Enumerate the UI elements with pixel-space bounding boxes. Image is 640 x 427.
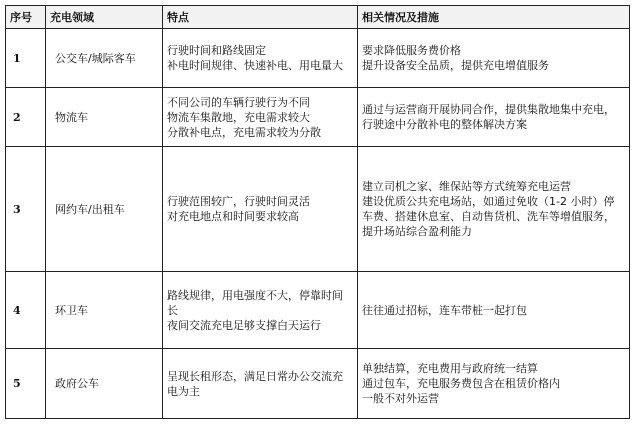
header-no: 序号 bbox=[6, 6, 46, 29]
table-row bbox=[6, 29, 630, 88]
table-row bbox=[6, 88, 630, 147]
table-row bbox=[6, 272, 630, 349]
header-features: 特点 bbox=[163, 6, 358, 29]
row-measures: 单独结算，充电费用与政府统一结算 通过包车，充电服务费包含在租赁价格内 一般不对外运营 bbox=[358, 349, 630, 419]
row-field: 环卫车 bbox=[46, 272, 163, 349]
charging-fields-table bbox=[5, 5, 630, 419]
row-measures: 往往通过招标，连车带桩一起打包 bbox=[358, 272, 630, 349]
header-measures: 相关情况及措施 bbox=[358, 6, 630, 29]
row-measures: 要求降低服务费价格 提升设备安全品质，提供充电增值服务 bbox=[358, 29, 630, 88]
row-number: 3 bbox=[6, 147, 46, 272]
table-row bbox=[6, 147, 630, 272]
row-field: 政府公车 bbox=[46, 349, 163, 419]
row-number: 2 bbox=[6, 88, 46, 147]
table-row bbox=[6, 349, 630, 419]
row-measures: 建立司机之家、维保站等方式统筹充电运营 建设优质公共充电场站，如通过免收（1-2 小时）停车费、搭建休息室、自动售货机、洗车等增值服务，提升场站综合盈利能力 bbox=[358, 147, 630, 272]
row-features: 不同公司的车辆行驶行为不同 物流车集散地，充电需求较大 分散补电点，充电需求较为分散 bbox=[163, 88, 358, 147]
row-field: 公交车/城际客车 bbox=[46, 29, 163, 88]
row-features: 路线规律，用电强度不大，停靠时间长 夜间交流充电足够支撑白天运行 bbox=[163, 272, 358, 349]
row-number: 5 bbox=[6, 349, 46, 419]
row-number: 4 bbox=[6, 272, 46, 349]
row-field: 物流车 bbox=[46, 88, 163, 147]
row-field: 网约车/出租车 bbox=[46, 147, 163, 272]
row-features: 行驶范围较广，行驶时间灵活 对充电地点和时间要求较高 bbox=[163, 147, 358, 272]
header-field: 充电领域 bbox=[46, 6, 163, 29]
table-header-row bbox=[6, 6, 630, 29]
row-number: 1 bbox=[6, 29, 46, 88]
row-features: 呈现长租形态，满足日常办公交流充电为主 bbox=[163, 349, 358, 419]
row-measures: 通过与运营商开展协同合作，提供集散地集中充电，行驶途中分散补电的整体解决方案 bbox=[358, 88, 630, 147]
row-features: 行驶时间和路线固定 补电时间规律、快速补电、用电量大 bbox=[163, 29, 358, 88]
